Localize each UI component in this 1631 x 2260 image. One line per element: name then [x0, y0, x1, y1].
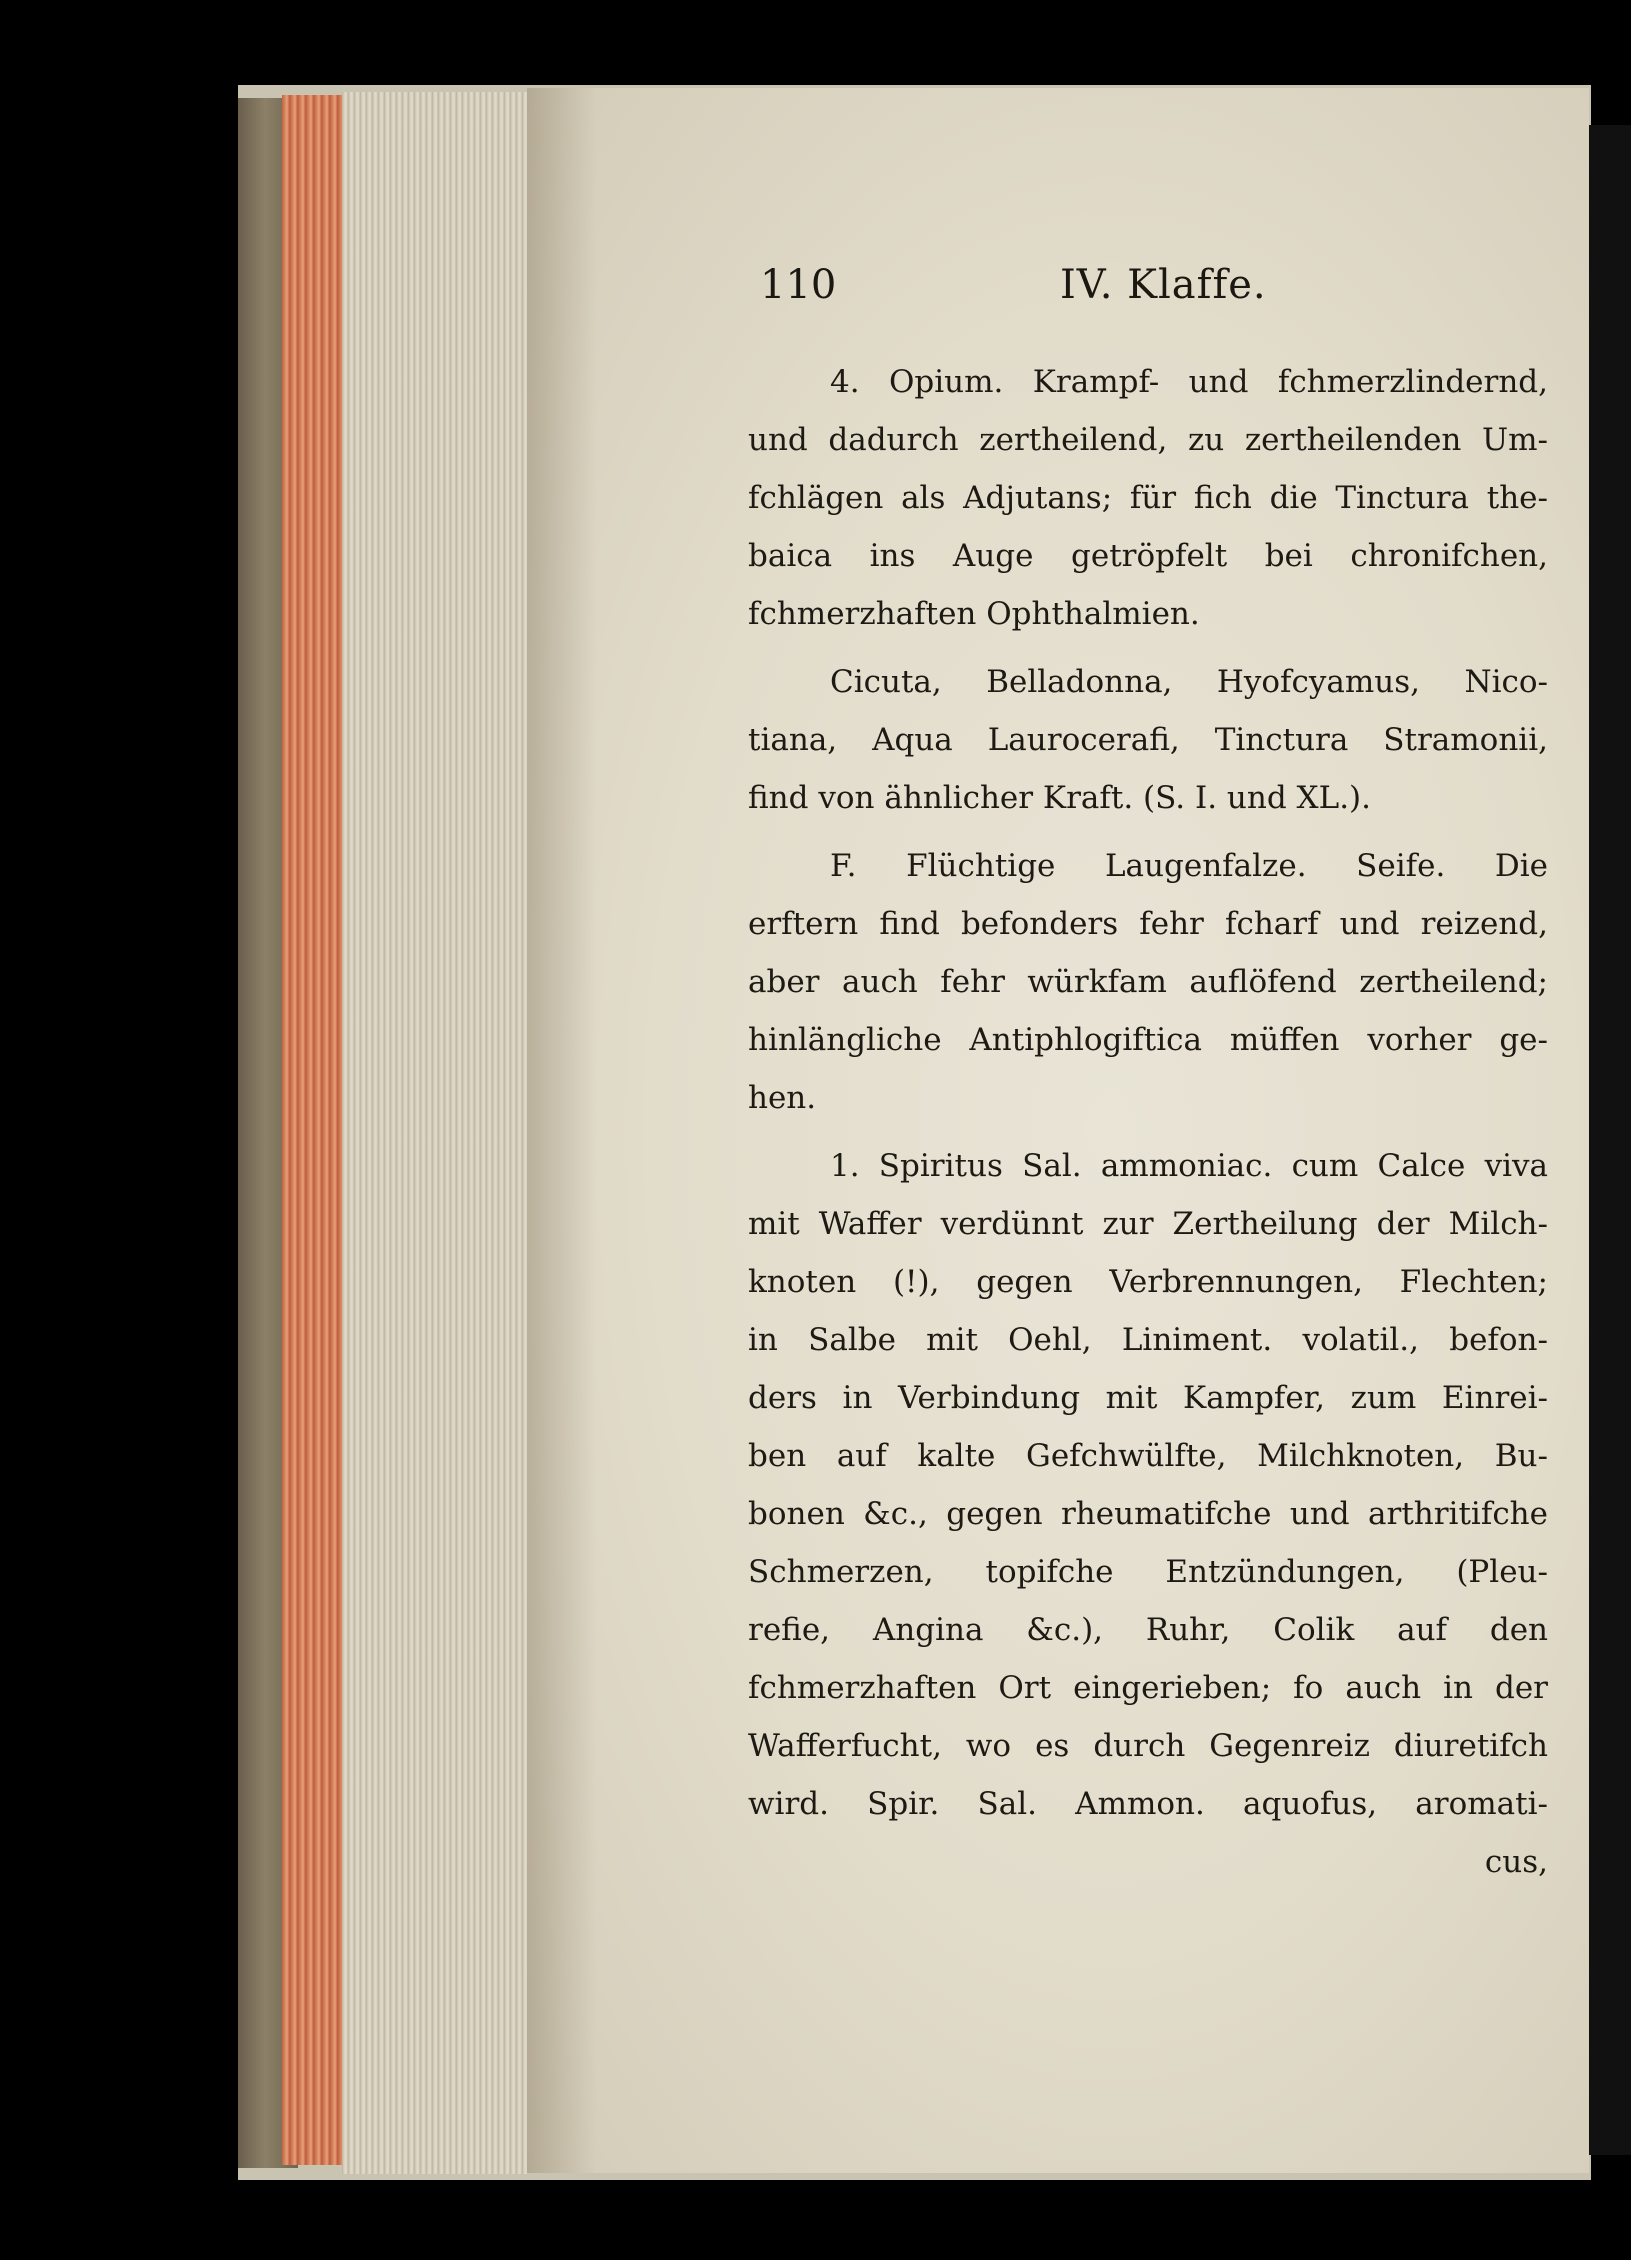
spine-shadow: [527, 88, 597, 2173]
text-line: in Salbe mit Oehl, Liniment. volatil., befon-: [748, 1322, 1548, 1358]
text-line: ben auf kalte Gefchwülfte, Milchknoten, Bu-: [748, 1438, 1548, 1474]
text-line: ders in Verbindung mit Kampfer, zum Einrei-: [748, 1380, 1548, 1416]
running-head: IV. Klaffe.: [1060, 262, 1267, 308]
catchword: cus,: [1484, 1844, 1548, 1880]
text-line: fchlägen als Adjutans; für fich die Tinctura the-: [748, 480, 1548, 516]
text-line: refie, Angina &c.), Ruhr, Colik auf den: [748, 1612, 1548, 1648]
text-line: F. Flüchtige Laugenfalze. Seife. Die: [830, 848, 1548, 884]
text-line: erftern find befonders fehr fcharf und reizend,: [748, 906, 1548, 942]
page-number: 110: [760, 262, 837, 308]
text-line: und dadurch zertheilend, zu zertheilenden Um-: [748, 422, 1548, 458]
text-line: 4. Opium. Krampf- und fchmerzlindernd,: [830, 364, 1548, 400]
text-line: Wafferfucht, wo es durch Gegenreiz diuretifch: [748, 1728, 1548, 1764]
text-line: hen.: [748, 1080, 817, 1116]
text-line: fchmerzhaften Ophthalmien.: [748, 596, 1200, 632]
body-text: [748, 353, 1548, 1891]
page-stack: [342, 92, 527, 2174]
text-line: aber auch fehr würkfam auflöfend zertheilend;: [748, 964, 1548, 1000]
text-line: tiana, Aqua Laurocerafi, Tinctura Stramonii,: [748, 722, 1548, 758]
text-line: knoten (!), gegen Verbrennungen, Flechten;: [748, 1264, 1548, 1300]
text-line: hinlängliche Antiphlogiftica müffen vorher ge-: [748, 1022, 1548, 1058]
red-page-edges: [282, 95, 342, 2165]
text-line: baica ins Auge getröpfelt bei chronifchen,: [748, 538, 1548, 574]
right-dark-edge: [1589, 125, 1631, 2155]
text-line: mit Waffer verdünnt zur Zertheilung der Milch-: [748, 1206, 1548, 1242]
text-line: Schmerzen, topifche Entzündungen, (Pleu-: [748, 1554, 1548, 1590]
text-line: Cicuta, Belladonna, Hyofcyamus, Nico-: [830, 664, 1548, 700]
text-line: fchmerzhaften Ort eingerieben; fo auch in der: [748, 1670, 1548, 1706]
text-line: find von ähnlicher Kraft. (S. I. und XL.).: [748, 780, 1371, 816]
text-line: wird. Spir. Sal. Ammon. aquofus, aromati-: [748, 1786, 1548, 1822]
page-header: [760, 262, 1560, 332]
text-line: bonen &c., gegen rheumatifche und arthritifche: [748, 1496, 1548, 1532]
text-line: 1. Spiritus Sal. ammoniac. cum Calce viva: [830, 1148, 1548, 1184]
